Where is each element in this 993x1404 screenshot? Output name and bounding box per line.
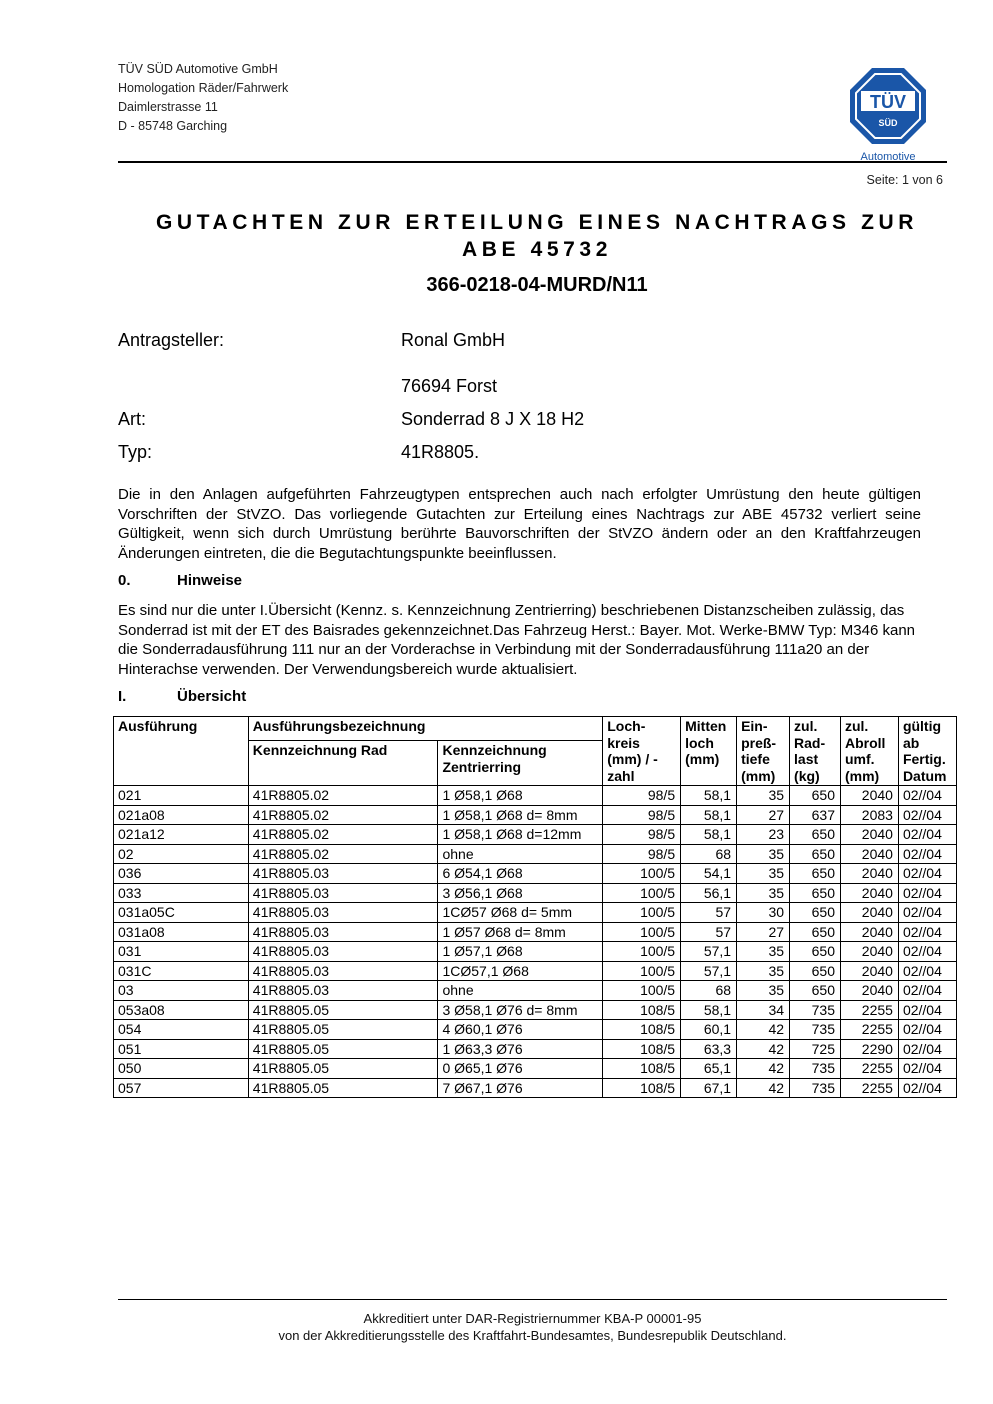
- applicant-name: Ronal GmbH: [401, 330, 506, 350]
- cell-gueltig: 02//04: [898, 844, 956, 864]
- cell-abrollumfang: 2040: [840, 942, 898, 962]
- applicant-label: Antragsteller:: [118, 330, 225, 350]
- table-row: [114, 786, 957, 806]
- cell-radlast: 650: [790, 786, 841, 806]
- address-line: Homologation Räder/Fahrwerk: [118, 81, 289, 95]
- cell-einpresstiefe: 42: [737, 1078, 790, 1098]
- cell-lochkreis: 100/5: [603, 864, 681, 884]
- table-row: [114, 1059, 957, 1079]
- section-1-title: Übersicht: [177, 688, 247, 705]
- section-0-text: Es sind nur die unter I.Übersicht (Kennz. s. Kennzeichnung Zentrierring) beschriebenen Distanzscheiben zulässig, das Sonderrad ist mit der ET des Baisrades gekennzeichnet.Das Fahrzeug Herst.: Bayer. Mot. Werke-BMW Typ: M346 kann die Sonderradausführung 111 nur an der Vorderachse in Verbindung mit der Sonderradausführung 111a20 an der Hinterachse verwenden. Der Verwendungsbereich wurde aktualisiert.: [118, 602, 916, 678]
- cell-lochkreis: 108/5: [603, 1059, 681, 1079]
- cell-mittenloch: 63,3: [681, 1039, 737, 1059]
- logo-bottom-text: SÜD: [878, 118, 898, 128]
- cell-radlast: 650: [790, 844, 841, 864]
- table-row: [114, 961, 957, 981]
- table-row: [114, 922, 957, 942]
- cell-kennz-zentrierring: ohne: [438, 844, 603, 864]
- table-row: [114, 844, 957, 864]
- cell-radlast: 650: [790, 903, 841, 923]
- cell-gueltig: 02//04: [898, 1039, 956, 1059]
- table-row: [114, 1039, 957, 1059]
- logo-top-text: TÜV: [870, 92, 906, 112]
- cell-ausfuehrung: 03: [114, 981, 249, 1001]
- cell-gueltig: 02//04: [898, 883, 956, 903]
- tuev-sued-logo: [848, 64, 928, 164]
- typ-label: Typ:: [118, 442, 153, 462]
- cell-gueltig: 02//04: [898, 805, 956, 825]
- cell-ausfuehrung: 057: [114, 1078, 249, 1098]
- cell-radlast: 735: [790, 1059, 841, 1079]
- cell-abrollumfang: 2040: [840, 844, 898, 864]
- cell-abrollumfang: 2040: [840, 883, 898, 903]
- cell-kennz-rad: 41R8805.03: [248, 864, 438, 884]
- cell-kennz-zentrierring: 7 Ø67,1 Ø76: [438, 1078, 603, 1098]
- cell-einpresstiefe: 35: [737, 864, 790, 884]
- cell-kennz-zentrierring: ohne: [438, 981, 603, 1001]
- cell-einpresstiefe: 23: [737, 825, 790, 845]
- applicant-city: 76694 Forst: [401, 376, 498, 396]
- cell-ausfuehrung: 053a08: [114, 1000, 249, 1020]
- cell-lochkreis: 108/5: [603, 1078, 681, 1098]
- cell-ausfuehrung: 02: [114, 844, 249, 864]
- cell-ausfuehrung: 021: [114, 786, 249, 806]
- section-0-title: Hinweise: [177, 572, 243, 589]
- cell-einpresstiefe: 42: [737, 1020, 790, 1040]
- header-abrollumfang: zul. Abroll umf. (mm): [840, 717, 898, 786]
- address-line: Daimlerstrasse 11: [118, 100, 218, 114]
- header-kennz-rad: Kennzeichnung Rad: [248, 741, 438, 786]
- cell-abrollumfang: 2040: [840, 864, 898, 884]
- cell-radlast: 637: [790, 805, 841, 825]
- cell-lochkreis: 98/5: [603, 786, 681, 806]
- header-gueltig: gültig ab Fertig. Datum: [898, 717, 956, 786]
- cell-kennz-rad: 41R8805.02: [248, 786, 438, 806]
- cell-gueltig: 02//04: [898, 1020, 956, 1040]
- cell-radlast: 650: [790, 883, 841, 903]
- document-title: [118, 209, 956, 263]
- section-1-number: I.: [118, 688, 127, 705]
- cell-gueltig: 02//04: [898, 903, 956, 923]
- tuev-octagon-icon: [848, 64, 928, 164]
- cell-lochkreis: 100/5: [603, 922, 681, 942]
- cell-kennz-rad: 41R8805.05: [248, 1059, 438, 1079]
- cell-mittenloch: 56,1: [681, 883, 737, 903]
- cell-mittenloch: 58,1: [681, 825, 737, 845]
- cell-einpresstiefe: 35: [737, 844, 790, 864]
- cell-einpresstiefe: 30: [737, 903, 790, 923]
- cell-kennz-rad: 41R8805.03: [248, 922, 438, 942]
- table-row: [114, 1020, 957, 1040]
- cell-lochkreis: 108/5: [603, 1039, 681, 1059]
- cell-kennz-rad: 41R8805.05: [248, 1020, 438, 1040]
- footer-line-1: Akkreditiert unter DAR-Registriernummer KBA-P 00001-95: [363, 1311, 702, 1326]
- cell-mittenloch: 57: [681, 922, 737, 942]
- cell-mittenloch: 68: [681, 981, 737, 1001]
- cell-lochkreis: 100/5: [603, 981, 681, 1001]
- sender-address: [118, 60, 288, 136]
- cell-kennz-zentrierring: 1 Ø63,3 Ø76: [438, 1039, 603, 1059]
- cell-abrollumfang: 2255: [840, 1078, 898, 1098]
- header-mittenloch: Mitten loch (mm): [681, 717, 737, 786]
- cell-mittenloch: 68: [681, 844, 737, 864]
- cell-radlast: 650: [790, 864, 841, 884]
- header-kennz-zentrierring: Kennzeichnung Zentrierring: [438, 741, 603, 786]
- cell-einpresstiefe: 27: [737, 922, 790, 942]
- footer-line-2: von der Akkreditierungsstelle des Kraftfahrt-Bundesamtes, Bundesrepublik Deutschland.: [278, 1328, 787, 1343]
- cell-ausfuehrung: 031: [114, 942, 249, 962]
- cell-radlast: 650: [790, 922, 841, 942]
- art-value: Sonderrad 8 J X 18 H2: [401, 409, 585, 429]
- cell-ausfuehrung: 033: [114, 883, 249, 903]
- cell-einpresstiefe: 42: [737, 1059, 790, 1079]
- cell-radlast: 650: [790, 961, 841, 981]
- cell-abrollumfang: 2083: [840, 805, 898, 825]
- cell-kennz-rad: 41R8805.03: [248, 981, 438, 1001]
- header-bezeichnung: Ausführungsbezeichnung: [248, 717, 602, 741]
- cell-kennz-zentrierring: 1CØ57 Ø68 d= 5mm: [438, 903, 603, 923]
- cell-mittenloch: 54,1: [681, 864, 737, 884]
- cell-kennz-rad: 41R8805.05: [248, 1000, 438, 1020]
- cell-einpresstiefe: 27: [737, 805, 790, 825]
- cell-kennz-zentrierring: 1 Ø57 Ø68 d= 8mm: [438, 922, 603, 942]
- cell-kennz-zentrierring: 3 Ø58,1 Ø76 d= 8mm: [438, 1000, 603, 1020]
- header-radlast: zul. Rad-last (kg): [790, 717, 841, 786]
- cell-lochkreis: 98/5: [603, 844, 681, 864]
- page-number: Seite: 1 von 6: [866, 173, 943, 187]
- document-number: 366-0218-04-MURD/N11: [426, 274, 648, 296]
- cell-gueltig: 02//04: [898, 825, 956, 845]
- cell-abrollumfang: 2255: [840, 1000, 898, 1020]
- cell-kennz-rad: 41R8805.03: [248, 903, 438, 923]
- footer-divider: [118, 1299, 947, 1300]
- cell-einpresstiefe: 35: [737, 961, 790, 981]
- cell-gueltig: 02//04: [898, 1000, 956, 1020]
- cell-abrollumfang: 2040: [840, 786, 898, 806]
- cell-mittenloch: 67,1: [681, 1078, 737, 1098]
- header-lochkreis: Loch-kreis (mm) / -zahl: [603, 717, 681, 786]
- table-row: [114, 942, 957, 962]
- cell-kennz-zentrierring: 1 Ø58,1 Ø68: [438, 786, 603, 806]
- cell-gueltig: 02//04: [898, 864, 956, 884]
- cell-radlast: 725: [790, 1039, 841, 1059]
- cell-abrollumfang: 2040: [840, 922, 898, 942]
- title-line-1: GUTACHTEN ZUR ERTEILUNG EINES NACHTRAGS ZUR: [155, 211, 919, 234]
- table-row: [114, 903, 957, 923]
- cell-ausfuehrung: 050: [114, 1059, 249, 1079]
- cell-einpresstiefe: 35: [737, 883, 790, 903]
- cell-kennz-rad: 41R8805.03: [248, 883, 438, 903]
- cell-kennz-rad: 41R8805.02: [248, 805, 438, 825]
- cell-kennz-zentrierring: 4 Ø60,1 Ø76: [438, 1020, 603, 1040]
- cell-kennz-zentrierring: 0 Ø65,1 Ø76: [438, 1059, 603, 1079]
- cell-lochkreis: 100/5: [603, 883, 681, 903]
- cell-kennz-rad: 41R8805.02: [248, 825, 438, 845]
- cell-lochkreis: 108/5: [603, 1000, 681, 1020]
- header-ausfuehrung: Ausführung: [114, 717, 249, 786]
- cell-ausfuehrung: 054: [114, 1020, 249, 1040]
- cell-einpresstiefe: 35: [737, 786, 790, 806]
- cell-radlast: 650: [790, 825, 841, 845]
- cell-abrollumfang: 2290: [840, 1039, 898, 1059]
- cell-lochkreis: 100/5: [603, 903, 681, 923]
- cell-mittenloch: 57,1: [681, 942, 737, 962]
- cell-gueltig: 02//04: [898, 981, 956, 1001]
- cell-radlast: 650: [790, 942, 841, 962]
- cell-radlast: 735: [790, 1000, 841, 1020]
- intro-paragraph: Die in den Anlagen aufgeführten Fahrzeugtypen entsprechen auch nach erfolgter Umrüstung den heute gültigen Vorschriften der StVZO. Das vorliegende Gutachten zur Erteilung eines Nachtrags zur ABE 45732 verliert seine Gültigkeit, wenn sich durch Umrüstung berührte Bauvorschriften der StVZO ändern oder an den Kraftfahrzeugen Änderungen eintreten, die die Begutachtungspunkte beeinflussen.: [118, 486, 921, 562]
- cell-gueltig: 02//04: [898, 961, 956, 981]
- cell-kennz-zentrierring: 1CØ57,1 Ø68: [438, 961, 603, 981]
- cell-kennz-zentrierring: 1 Ø58,1 Ø68 d=12mm: [438, 825, 603, 845]
- cell-abrollumfang: 2255: [840, 1059, 898, 1079]
- typ-value: 41R8805.: [401, 442, 480, 462]
- table-row: [114, 981, 957, 1001]
- overview-table: [113, 716, 957, 1098]
- cell-abrollumfang: 2040: [840, 903, 898, 923]
- cell-kennz-rad: 41R8805.05: [248, 1078, 438, 1098]
- cell-lochkreis: 98/5: [603, 825, 681, 845]
- cell-einpresstiefe: 35: [737, 942, 790, 962]
- table-row: [114, 864, 957, 884]
- cell-kennz-zentrierring: 3 Ø56,1 Ø68: [438, 883, 603, 903]
- cell-abrollumfang: 2040: [840, 981, 898, 1001]
- cell-lochkreis: 98/5: [603, 805, 681, 825]
- address-line: D - 85748 Garching: [118, 119, 228, 133]
- cell-ausfuehrung: 021a12: [114, 825, 249, 845]
- cell-abrollumfang: 2040: [840, 825, 898, 845]
- cell-einpresstiefe: 34: [737, 1000, 790, 1020]
- cell-gueltig: 02//04: [898, 786, 956, 806]
- section-0-number: 0.: [118, 572, 131, 589]
- cell-mittenloch: 65,1: [681, 1059, 737, 1079]
- table-row: [114, 883, 957, 903]
- cell-mittenloch: 58,1: [681, 786, 737, 806]
- table-body: [114, 786, 957, 1098]
- cell-mittenloch: 58,1: [681, 805, 737, 825]
- table-row: [114, 805, 957, 825]
- logo-caption: Automotive: [860, 151, 916, 163]
- cell-abrollumfang: 2040: [840, 961, 898, 981]
- cell-mittenloch: 57,1: [681, 961, 737, 981]
- cell-mittenloch: 58,1: [681, 1000, 737, 1020]
- cell-kennz-rad: 41R8805.03: [248, 942, 438, 962]
- cell-kennz-rad: 41R8805.02: [248, 844, 438, 864]
- header-divider: [118, 161, 947, 163]
- cell-abrollumfang: 2255: [840, 1020, 898, 1040]
- title-line-2: ABE 45732: [462, 238, 612, 261]
- table-row: [114, 1000, 957, 1020]
- cell-einpresstiefe: 42: [737, 1039, 790, 1059]
- cell-lochkreis: 100/5: [603, 942, 681, 962]
- cell-gueltig: 02//04: [898, 1078, 956, 1098]
- cell-einpresstiefe: 35: [737, 981, 790, 1001]
- cell-kennz-zentrierring: 6 Ø54,1 Ø68: [438, 864, 603, 884]
- cell-lochkreis: 108/5: [603, 1020, 681, 1040]
- cell-kennz-rad: 41R8805.05: [248, 1039, 438, 1059]
- art-label: Art:: [118, 409, 147, 429]
- cell-kennz-rad: 41R8805.03: [248, 961, 438, 981]
- cell-radlast: 735: [790, 1078, 841, 1098]
- cell-gueltig: 02//04: [898, 1059, 956, 1079]
- cell-lochkreis: 100/5: [603, 961, 681, 981]
- cell-gueltig: 02//04: [898, 942, 956, 962]
- cell-ausfuehrung: 036: [114, 864, 249, 884]
- cell-ausfuehrung: 031a05C: [114, 903, 249, 923]
- cell-radlast: 650: [790, 981, 841, 1001]
- cell-gueltig: 02//04: [898, 922, 956, 942]
- header-einpresstiefe: Ein-preß-tiefe (mm): [737, 717, 790, 786]
- cell-mittenloch: 57: [681, 903, 737, 923]
- table-row: [114, 825, 957, 845]
- cell-kennz-zentrierring: 1 Ø57,1 Ø68: [438, 942, 603, 962]
- cell-radlast: 735: [790, 1020, 841, 1040]
- cell-ausfuehrung: 031a08: [114, 922, 249, 942]
- cell-ausfuehrung: 031C: [114, 961, 249, 981]
- cell-ausfuehrung: 051: [114, 1039, 249, 1059]
- cell-mittenloch: 60,1: [681, 1020, 737, 1040]
- address-line: TÜV SÜD Automotive GmbH: [118, 62, 278, 76]
- cell-ausfuehrung: 021a08: [114, 805, 249, 825]
- table-row: [114, 1078, 957, 1098]
- cell-kennz-zentrierring: 1 Ø58,1 Ø68 d= 8mm: [438, 805, 603, 825]
